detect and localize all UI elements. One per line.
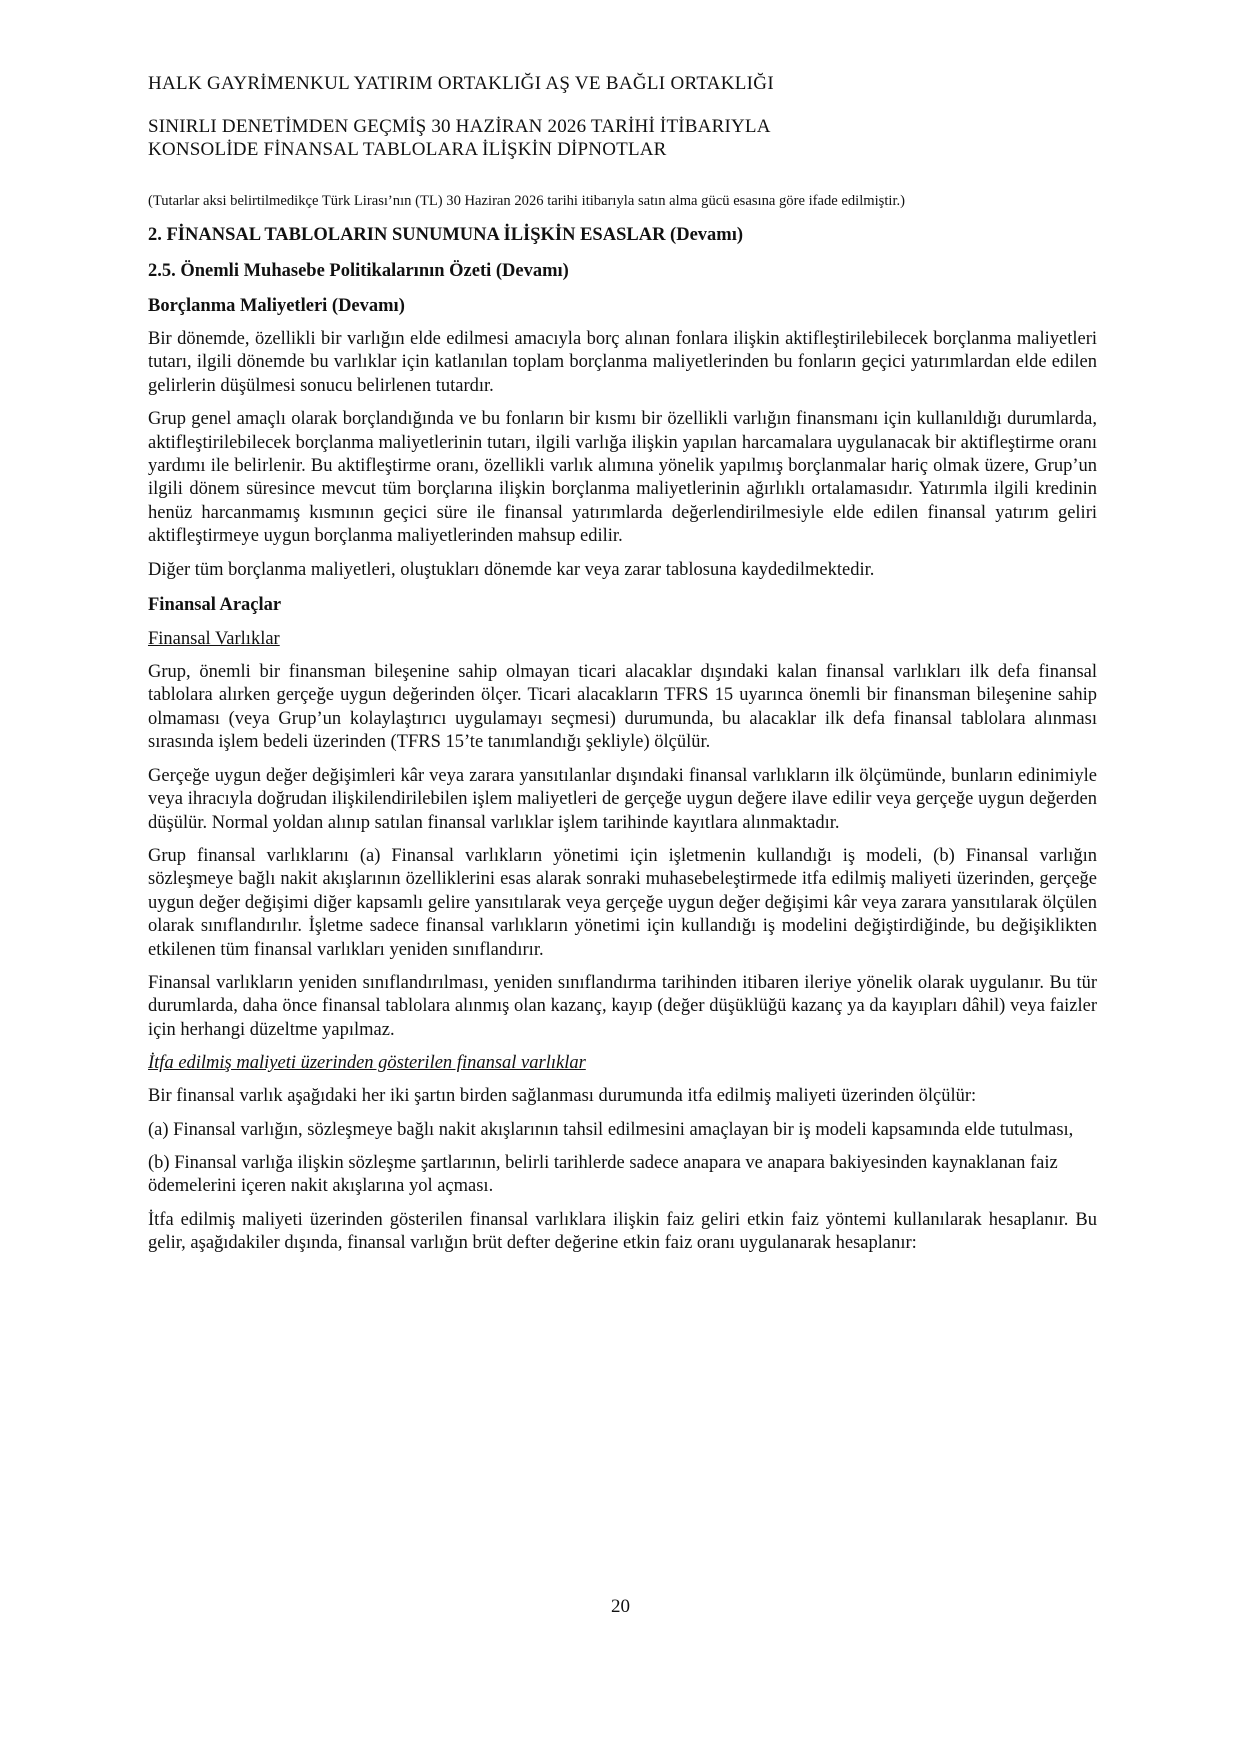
- amortized-cost-condition-b: (b) Finansal varlığa ilişkin sözleşme şartlarının, belirli tarihlerde sadece anapara ve anapara bakiyesinden kaynaklanan faiz ödemelerini içeren nakit akışlarına yol açması.: [148, 1152, 1058, 1197]
- financial-assets-paragraph-4: Finansal varlıkların yeniden sınıflandırılması, yeniden sınıflandırma tarihinden itibaren ileriye yönelik olarak uygulanır. Bu tür durumlarda, daha önce finansal tablolara alınmış olan kazanç, kayıp (değer düşüklüğü kazanç ya da kayıpları dâhil) veya faizler için herhangi düzeltme yapılmaz.: [148, 972, 1097, 1040]
- financial-assets-paragraph-3: Grup finansal varlıklarını (a) Finansal varlıkların yönetimi için işletmenin kullandığı iş modeli, (b) Finansal varlığın sözleşmeye bağlı nakit akışlarının özelliklerini esas alarak sonraki muhasebeleştirmede itfa edilmiş maliyeti üzerinden, gerçeğe uygun değer değişimi diğer kapsamlı gelire yansıtılarak veya gerçeğe uygun değer değişimi kâr veya zarara yansıtılarak ölçülen olarak sınıflandırılır. İşletme sadece finansal varlıkların yönetimi için kullandığı iş modelini değiştirdiğinde, bu değişiklikten etkilenen tüm finansal varlıkları yeniden sınıflandırır.: [148, 845, 1097, 960]
- borrowing-paragraph-2: Grup genel amaçlı olarak borçlandığında ve bu fonların bir kısmı bir özellikli varlığın finansmanı için kullanıldığı durumlarda, aktifleştirilebilecek borçlanma maliyetlerinin tutarı, ilgili varlığa ilişkin yapılan harcamalara uygulanacak bir aktifleştirme oranı yardımı ile belirlenir. Bu aktifleştirme oranı, özellikli varlık alımına yönelik yapılmış borçlanmalar hariç olmak üzere, Grup’un ilgili dönem süresince mevcut tüm borçlarına ilişkin borçlanma maliyetlerinin ağırlıklı ortalamasıdır. Yatırımla ilgili kredinin henüz harcanmamış kısmının geçici süre ile finansal yatırımlarda değerlendirilmesiyle elde edilen finansal yatırım geliri aktifleştirmeye uygun borçlanma maliyetlerinden mahsup edilir.: [148, 409, 1097, 547]
- document-title: [148, 115, 1097, 161]
- financial-assets-heading: Finansal Varlıklar: [148, 629, 280, 650]
- company-header: HALK GAYRİMENKUL YATIRIM ORTAKLIĞI AŞ VE BAĞLI ORTAKLIĞI: [148, 73, 774, 94]
- section-heading: 2. FİNANSAL TABLOLARIN SUNUMUNA İLİŞKİN ESASLAR (Devamı): [148, 225, 743, 245]
- document-title-line-1: SINIRLI DENETİMDEN GEÇMİŞ 30 HAZİRAN 2026 TARİHİ İTİBARIYLA: [148, 116, 771, 137]
- page-content: [148, 72, 1097, 1256]
- document-title-line-2: KONSOLİDE FİNANSAL TABLOLARA İLİŞKİN DİPNOTLAR: [148, 139, 667, 160]
- borrowing-paragraph-3: Diğer tüm borçlanma maliyetleri, oluştukları dönemde kar veya zarar tablosuna kaydedilmektedir.: [148, 559, 875, 580]
- financial-instruments-heading: Finansal Araçlar: [148, 595, 282, 616]
- amortized-cost-heading: İtfa edilmiş maliyeti üzerinden gösterilen finansal varlıklar: [148, 1053, 586, 1074]
- financial-assets-paragraph-2: Gerçeğe uygun değer değişimleri kâr veya zarara yansıtılanlar dışındaki finansal varlıkların ilk ölçümünde, bunların edinimiyle veya ihracıyla doğrudan ilişkilendirilebilen işlem maliyetleri de gerçeğe uygun değere ilave edilir veya gerçeğe uygun değerden düşülür. Normal yoldan alınıp satılan finansal varlıklar işlem tarihinde kayıtlara alınmaktadır.: [148, 765, 1097, 833]
- borrowing-costs-heading: Borçlanma Maliyetleri (Devamı): [148, 296, 405, 316]
- page-number: 20: [611, 1596, 630, 1617]
- currency-note: (Tutarlar aksi belirtilmedikçe Türk Lirası’nın (TL) 30 Haziran 2026 tarihi itibarıyla satın alma gücü esasına göre ifade edilmiştir.): [148, 193, 906, 209]
- financial-assets-paragraph-1: Grup, önemli bir finansman bileşenine sahip olmayan ticari alacaklar dışındaki kalan finansal varlıkları ilk defa finansal tablolara alırken gerçeğe uygun değerinden ölçer. Ticari alacakların TFRS 15 uyarınca önemli bir finansman bileşenine sahip olmaması (veya Grup’un kolaylaştırıcı uygulamayı seçmesi) durumunda, bu alacaklar ilk defa finansal tablolara alınması sırasında işlem bedeli üzerinden (TFRS 15’te tanımlandığı şekliyle) ölçülür.: [148, 662, 1097, 753]
- amortized-cost-paragraph-1: Bir finansal varlık aşağıdaki her iki şartın birden sağlanması durumunda itfa edilmiş maliyeti üzerinden ölçülür:: [148, 1086, 977, 1107]
- amortized-cost-paragraph-2: İtfa edilmiş maliyeti üzerinden gösterilen finansal varlıklara ilişkin faiz geliri etkin faiz yöntemi kullanılarak hesaplanır. Bu gelir, aşağıdakiler dışında, finansal varlığın brüt defter değerine etkin faiz oranı uygulanarak hesaplanır:: [148, 1209, 1097, 1254]
- amortized-cost-condition-a: (a) Finansal varlığın, sözleşmeye bağlı nakit akışlarının tahsil edilmesini amaçlayan bir iş modeli kapsamında elde tutulması,: [148, 1119, 1074, 1140]
- subsection-heading: 2.5. Önemli Muhasebe Politikalarının Özeti (Devamı): [148, 261, 569, 281]
- borrowing-paragraph-1: Bir dönemde, özellikli bir varlığın elde edilmesi amacıyla borç alınan fonlara ilişkin aktifleştirilebilecek borçlanma maliyetleri tutarı, ilgili dönemde bu varlıklar için katlanılan toplam borçlanma maliyetlerinden bu fonların geçici yatırımlardan elde edilen gelirlerin düşülmesi sonucu belirlenen tutardır.: [148, 329, 1097, 396]
